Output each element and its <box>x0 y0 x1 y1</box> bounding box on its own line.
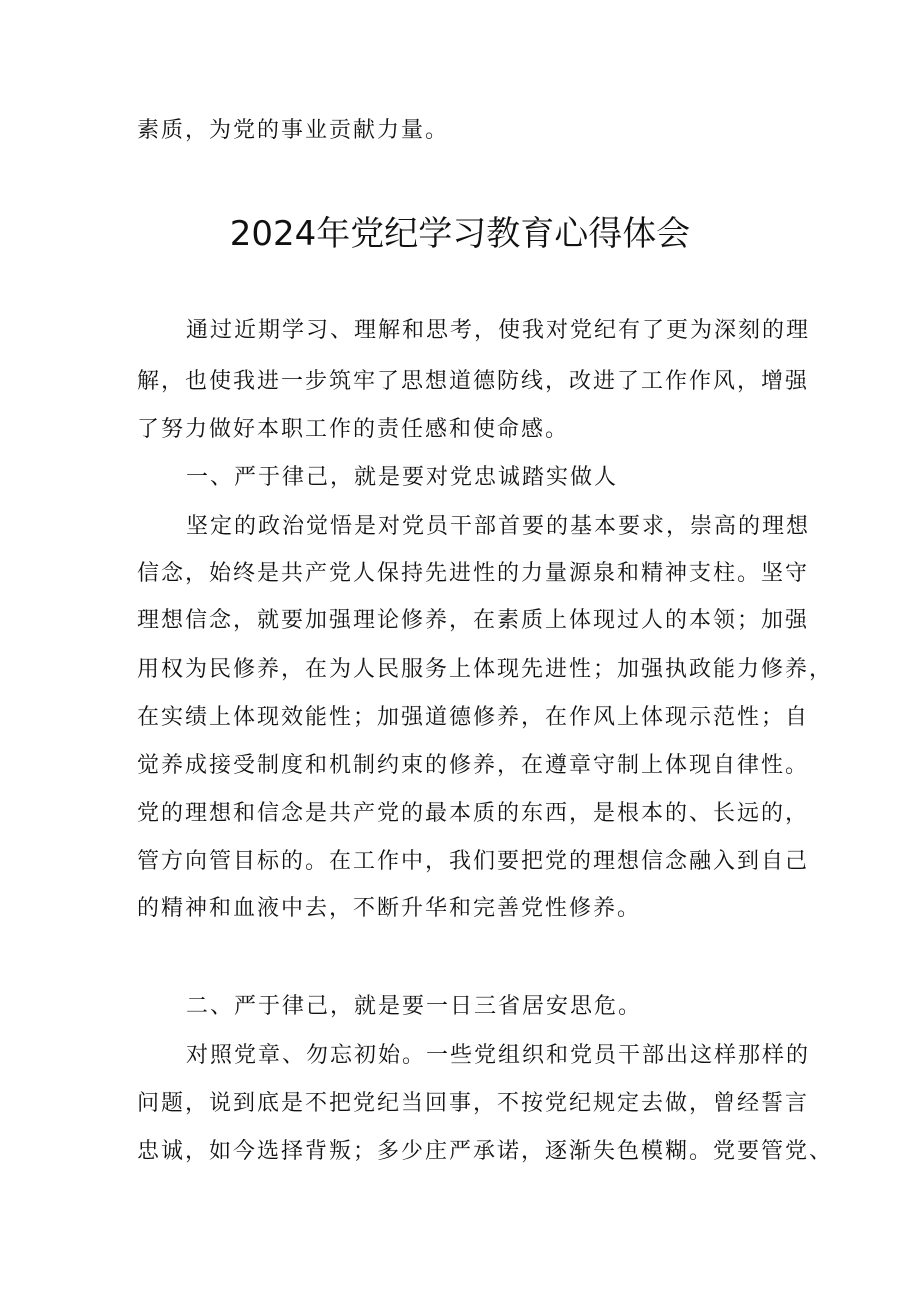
text-line: 通过近期学习、理解和思考，使我对党纪有了更为深刻的理 <box>186 318 811 343</box>
text-line: 理想信念，就要加强理论修养，在素质上体现过人的本领；加强 <box>137 608 810 633</box>
text-line: 党的理想和信念是共产党的最本质的东西，是根本的、长远的， <box>137 801 810 826</box>
document-title: 2024年党纪学习教育心得体会 <box>229 214 691 254</box>
text-line: 了努力做好本职工作的责任感和使命感。 <box>137 417 570 442</box>
section-heading: 二、严于律己，就是要一日三省居安思危。 <box>186 994 643 1019</box>
text-line: 在实绩上体现效能性；加强道德修养，在作风上体现示范性；自 <box>137 705 810 730</box>
text-line: 用权为民修养，在为人民服务上体现先进性；加强执政能力修养， <box>137 657 834 682</box>
text-line: 解，也使我进一步筑牢了思想道德防线，改进了工作作风，增强 <box>137 369 810 394</box>
text-line: 觉养成接受制度和机制约束的修养，在遵章守制上体现自律性。 <box>137 753 810 778</box>
section-heading: 一、严于律己，就是要对党忠诚踏实做人 <box>186 465 619 490</box>
text-line: 信念，始终是共产党人保持先进性的力量源泉和精神支柱。坚守 <box>137 561 810 586</box>
text-line: 的精神和血液中去，不断升华和完善党性修养。 <box>137 896 642 921</box>
text-line: 坚定的政治觉悟是对党员干部首要的基本要求，崇高的理想 <box>186 514 811 539</box>
text-line: 素质，为党的事业贡献力量。 <box>137 118 450 143</box>
text-line: 问题，说到底是不把党纪当回事，不按党纪规定去做，曾经誓言 <box>137 1091 810 1116</box>
text-line: 忠诚，如今选择背叛；多少庄严承诺，逐渐失色模糊。党要管党、 <box>137 1139 834 1164</box>
text-line: 管方向管目标的。在工作中，我们要把党的理想信念融入到自己 <box>137 849 810 874</box>
text-line: 对照党章、勿忘初始。一些党组织和党员干部出这样那样的 <box>186 1043 811 1068</box>
